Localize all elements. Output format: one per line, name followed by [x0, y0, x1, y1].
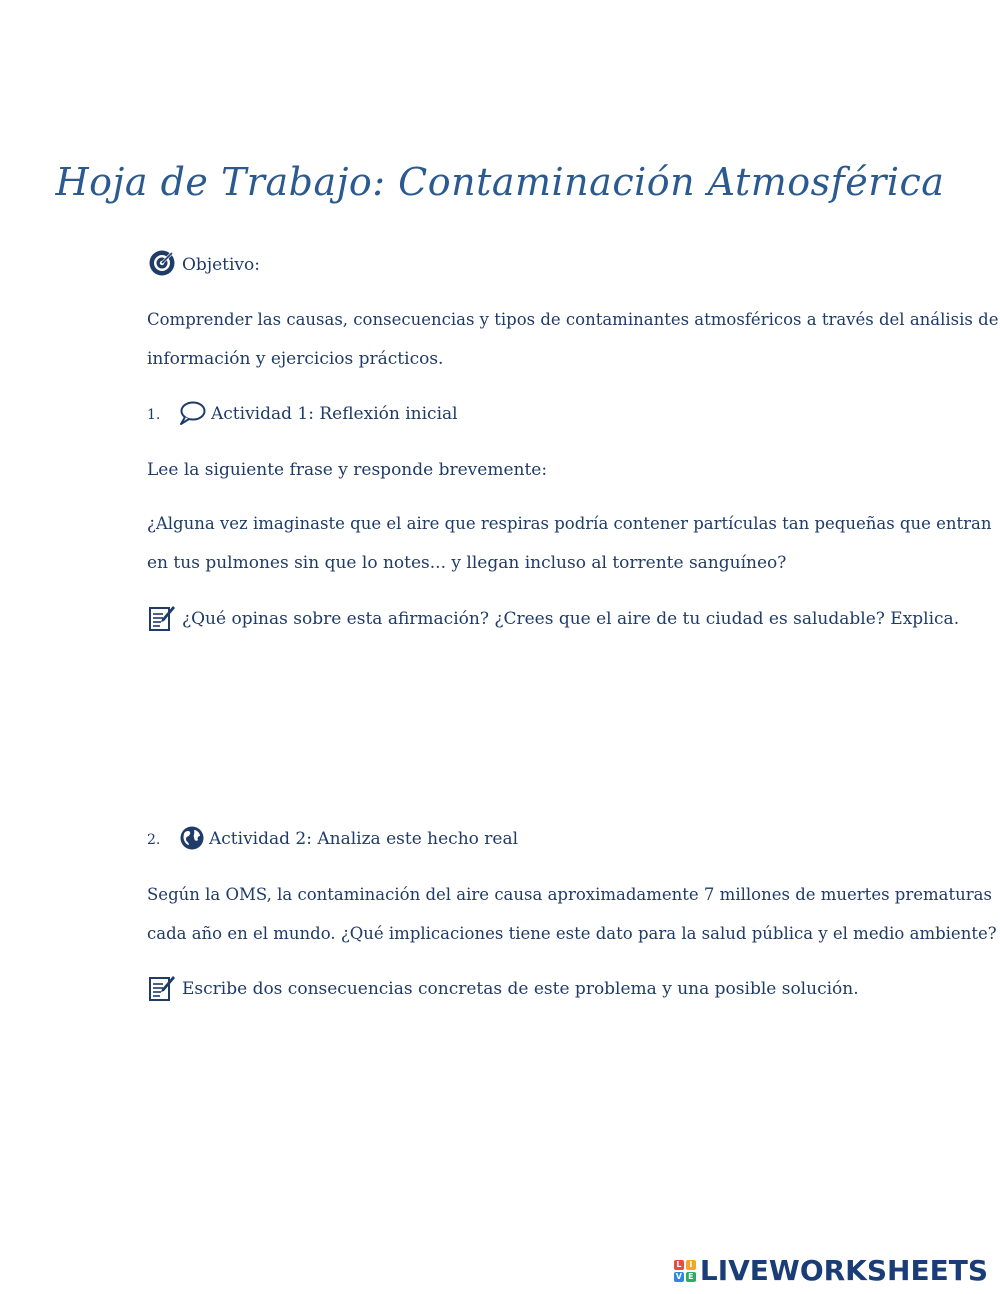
speech-bubble-icon [178, 400, 206, 426]
page-title: Hoja de Trabajo: Contaminación Atmosférica [55, 160, 945, 204]
activity1-quote-line1: ¿Alguna vez imaginaste que el aire que respiras podría contener partículas tan pequeñas que entran [147, 514, 992, 533]
brand-logo-mark [674, 1260, 696, 1282]
logo-letter-l: L [674, 1260, 684, 1270]
objective-text-line2: información y ejercicios prácticos. [147, 349, 444, 369]
activity2-heading: Actividad 2: Analiza este hecho real [209, 829, 519, 849]
objective-text-line1: Comprender las causas, consecuencias y tipos de contaminantes atmosféricos a través del análisis de [147, 310, 999, 329]
brand-text: LIVEWORKSHEETS [699, 1254, 988, 1287]
activity2-number: 2. [147, 832, 161, 848]
activity2-text-line2: cada año en el mundo. ¿Qué implicaciones tiene este dato para la salud pública y el medio ambiente? [147, 924, 997, 943]
target-icon [148, 249, 176, 277]
activity2-text-line1: Según la OMS, la contaminación del aire causa aproximadamente 7 millones de muertes prematuras [147, 885, 992, 904]
globe-icon [179, 825, 205, 851]
objective-label: Objetivo: [182, 255, 260, 275]
memo-icon [148, 974, 176, 1002]
activity2-prompt: Escribe dos consecuencias concretas de este problema y una posible solución. [182, 979, 859, 999]
logo-letter-i: I [686, 1260, 696, 1270]
memo-icon [148, 604, 176, 632]
activity1-instruction: Lee la siguiente frase y responde brevemente: [147, 460, 548, 480]
activity1-prompt: ¿Qué opinas sobre esta afirmación? ¿Crees que el aire de tu ciudad es saludable? Explica. [182, 609, 960, 629]
logo-letter-e: E [686, 1272, 696, 1282]
activity1-heading: Actividad 1: Reflexión inicial [211, 404, 458, 424]
activity1-quote-line2: en tus pulmones sin que lo notes... y llegan incluso al torrente sanguíneo? [147, 553, 787, 573]
activity1-number: 1. [147, 407, 161, 423]
liveworksheets-logo[interactable] [674, 1254, 988, 1287]
logo-letter-v: V [675, 1271, 682, 1281]
